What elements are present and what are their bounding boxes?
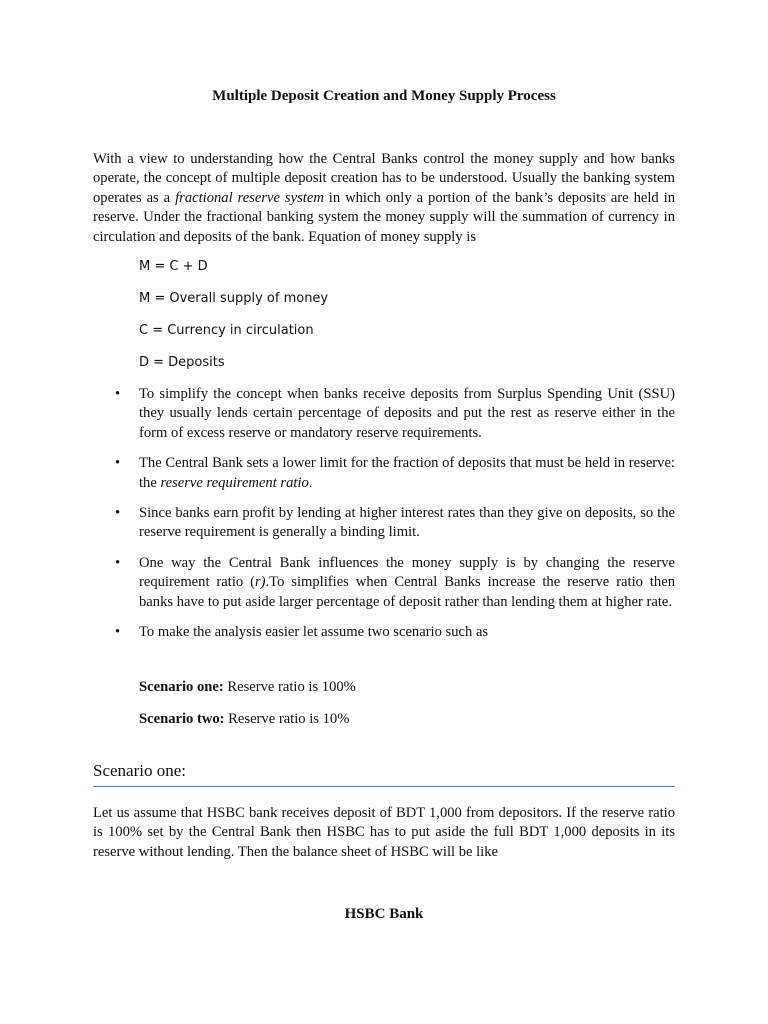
- equation-c-definition: C = Currency in circulation: [139, 323, 314, 338]
- bullet-dot: •: [115, 386, 121, 402]
- table-title: HSBC Bank: [344, 906, 424, 922]
- scenario-two-text: Reserve ratio is 10%: [224, 711, 350, 727]
- scenario-two-label: Scenario two:: [139, 711, 225, 727]
- document-title: Multiple Deposit Creation and Money Supply Process: [212, 88, 556, 104]
- bullet-text: Since banks earn profit by lending at higher interest rates than they give on deposits, so the reserve requirement is generally a binding limit.: [139, 505, 675, 541]
- list-item: [93, 454, 675, 493]
- list-item: [93, 385, 675, 443]
- section-paragraph: Let us assume that HSBC bank receives deposit of BDT 1,000 from depositors. If the reserve ratio is 100% set by the Central Bank then HSBC has to put aside the full BDT 1,000 deposits in its reserve without lending. Then the balance sheet of HSBC will be like: [93, 805, 675, 860]
- bullet-text: To make the analysis easier let assume two scenario such as: [139, 624, 489, 641]
- list-item: [93, 504, 675, 543]
- intro-text-1: With a view to understanding how the Central Banks control the money supply and how banks operate, the concept of multiple deposit creation has to be understood. Usually the banking system operates as a: [93, 151, 675, 206]
- equation-m-definition: M = Overall supply of money: [139, 291, 329, 306]
- bullet-text: One way the Central Bank influences the money supply is by changing the reserve requirement ratio (: [139, 554, 675, 591]
- bullet-text-end: .: [308, 474, 313, 491]
- intro-text-2: in which only a portion of the bank’s deposits are held in reserve. Under the fractional banking system the money supply will the summation of currency in circulation and deposits of the bank. Equation of money supply is: [93, 189, 675, 245]
- section-heading: Scenario one:: [93, 761, 186, 780]
- scenario-two-line: [139, 711, 349, 728]
- bullet-italic: r): [254, 574, 266, 591]
- scenario-one-line: [139, 679, 356, 696]
- equation-d-definition: D = Deposits: [139, 355, 225, 370]
- bullet-dot: •: [115, 554, 121, 571]
- bullet-italic: reserve requirement ratio: [160, 474, 309, 491]
- bullet-dot: •: [115, 455, 121, 472]
- bullet-list: [93, 385, 675, 653]
- list-item: [93, 554, 675, 612]
- intro-italic: fractional reserve system: [175, 189, 324, 206]
- bullet-dot: •: [115, 624, 121, 641]
- scenario-one-text: Reserve ratio is 100%: [223, 679, 356, 695]
- heading-divider: [93, 786, 675, 787]
- equation-money-supply: M = C + D: [139, 259, 208, 274]
- scenario-one-label: Scenario one:: [139, 679, 224, 695]
- intro-paragraph: [93, 150, 675, 247]
- bullet-text-end: .To simplifies when Central Banks increase the reserve ratio then banks have to put aside larger percentage of deposit rather than lending them at higher rate.: [139, 574, 676, 610]
- bullet-dot: •: [115, 505, 121, 522]
- bullet-text: To simplify the concept when banks receive deposits from Surplus Spending Unit (SSU) they usually lends certain percentage of deposits and put the rest as reserve either in the form of excess reserve or mandatory reserve requirements.: [139, 386, 675, 441]
- list-item: [93, 623, 675, 642]
- bullet-text: The Central Bank sets a lower limit for the fraction of deposits that must be held in reserve: the: [139, 455, 675, 491]
